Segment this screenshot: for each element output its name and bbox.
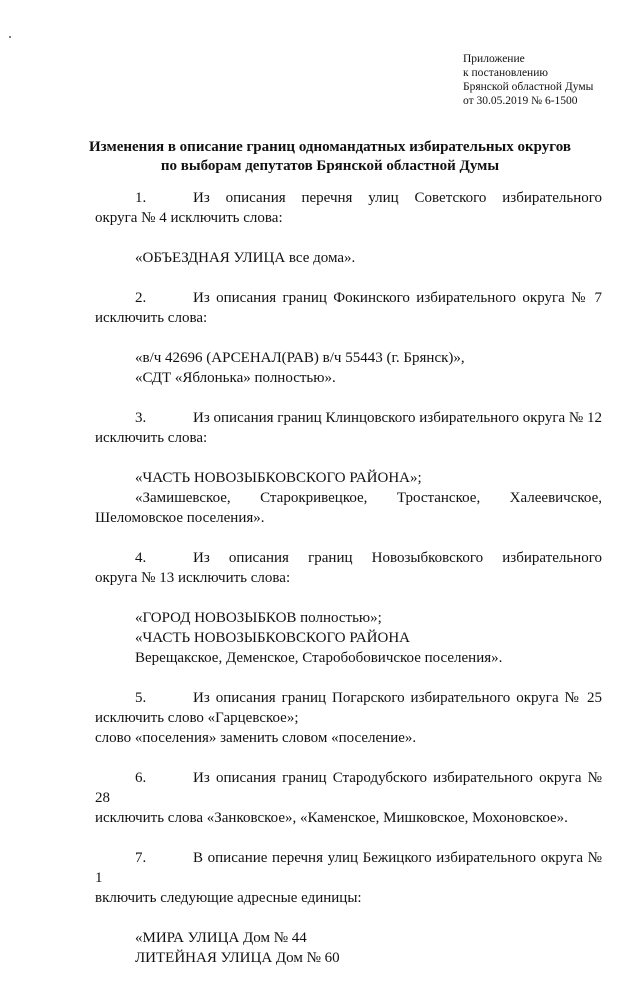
amendment-item-2: [95, 288, 602, 388]
appendix-line: к постановлению: [463, 67, 548, 79]
item-text: включить следующие адресные единицы:: [95, 890, 362, 906]
item-text: округа № 13 исключить слова:: [95, 570, 291, 586]
amendment-item-1: [95, 188, 602, 268]
item-text: Из описания границ Клинцовского избирательного округа № 12: [193, 410, 602, 426]
quoted-text: «ЧАСТЬ НОВОЗЫБКОВСКОГО РАЙОНА: [135, 630, 410, 646]
item-text: исключить слова:: [95, 430, 208, 446]
quoted-text: «в/ч 42696 (АРСЕНАЛ(РАВ) в/ч 55443 (г. Брянск)»,: [135, 350, 465, 366]
quoted-text: «ГОРОД НОВОЗЫБКОВ полностью»;: [135, 610, 382, 626]
appendix-header: [463, 52, 633, 108]
item-number: 5.: [135, 690, 147, 706]
item-text: Из описания границ Стародубского избирательного округа № 28: [95, 770, 602, 806]
quoted-text: «МИРА УЛИЦА Дом № 44: [135, 930, 307, 946]
item-text: Из описания границ Новозыбковского избирательного: [193, 550, 602, 566]
quoted-text: ЛИТЕЙНАЯ УЛИЦА Дом № 60: [135, 950, 340, 966]
item-text: слово «поселения» заменить словом «поселение».: [95, 730, 417, 746]
item-text: Из описания перечня улиц Советского избирательного: [193, 190, 602, 206]
item-text: В описание перечня улиц Бежицкого избирательного округа № 1: [95, 850, 602, 886]
item-number: 7.: [135, 850, 147, 866]
item-text: исключить слова «Занковское», «Каменское, Мишковское, Мохоновское».: [95, 810, 568, 826]
quoted-text: «ОБЪЕЗДНАЯ УЛИЦА все дома».: [135, 250, 356, 266]
amendment-item-6: [95, 768, 602, 828]
appendix-line: Приложение: [463, 53, 525, 65]
item-number: 3.: [135, 410, 147, 426]
item-number: 6.: [135, 770, 147, 786]
quoted-text: Верещакское, Деменское, Старобобовичское поселения».: [135, 650, 503, 666]
item-number: 1.: [135, 190, 147, 206]
title-line: Изменения в описание границ одномандатных избирательных округов: [89, 139, 571, 155]
item-text: исключить слово «Гарцевское»;: [95, 710, 299, 726]
quoted-text: «Замишевское, Старокривецкое, Тростанское, Халеевичское,: [135, 490, 602, 506]
quoted-text: Шеломовское поселения».: [95, 510, 265, 526]
item-text: округа № 4 исключить слова:: [95, 210, 283, 226]
amendment-item-7: [95, 848, 602, 968]
quoted-text: «ЧАСТЬ НОВОЗЫБКОВСКОГО РАЙОНА»;: [135, 470, 422, 486]
appendix-line: Брянской областной Думы: [463, 81, 594, 93]
appendix-line: от 30.05.2019 № 6-1500: [463, 95, 578, 107]
item-text: исключить слова:: [95, 310, 208, 326]
quoted-text: «СДТ «Яблонька» полностью».: [135, 370, 336, 386]
amendment-item-3: [95, 408, 602, 528]
item-text: Из описания границ Фокинского избирательного округа № 7: [193, 290, 602, 306]
amendment-item-4: [95, 548, 602, 668]
scan-speck: [9, 36, 11, 38]
amendment-item-5: [95, 688, 602, 748]
item-number: 2.: [135, 290, 147, 306]
item-text: Из описания границ Погарского избирательного округа № 25: [193, 690, 602, 706]
item-number: 4.: [135, 550, 147, 566]
document-title: [60, 138, 600, 176]
document-body: [95, 188, 602, 988]
title-line: по выборам депутатов Брянской областной Думы: [160, 158, 500, 174]
